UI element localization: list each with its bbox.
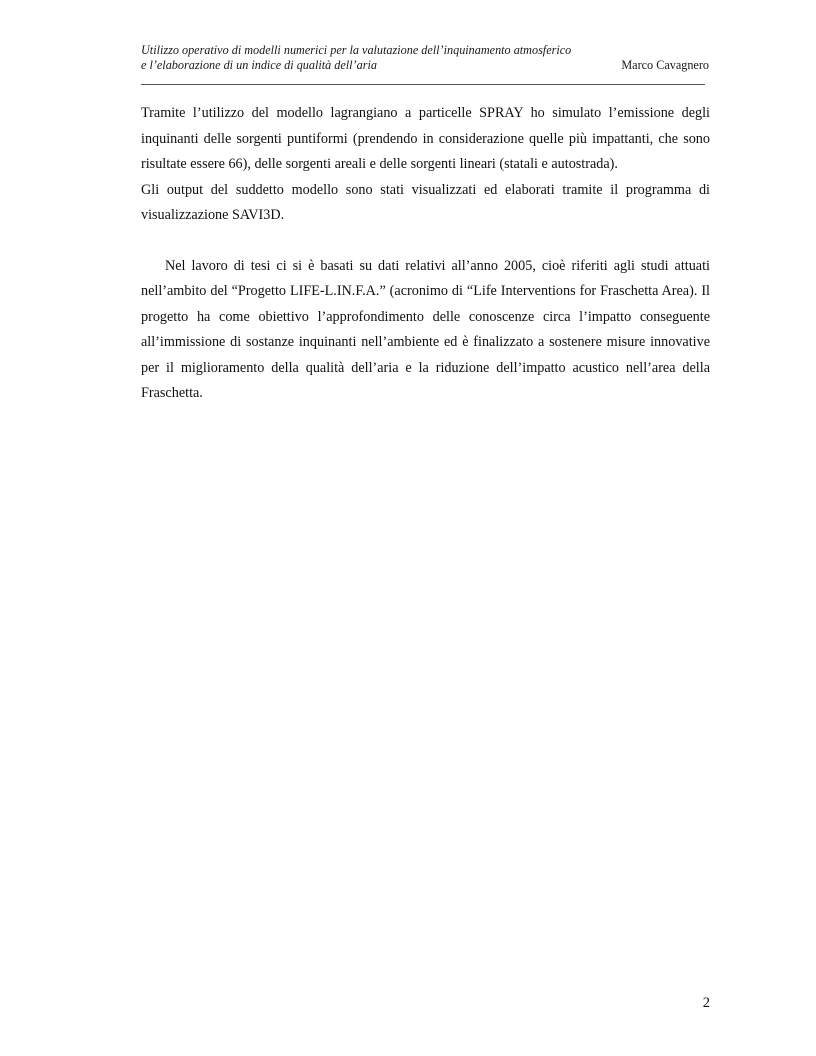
paragraph-spacer	[141, 229, 710, 254]
header-second-row	[141, 58, 711, 73]
paragraph-spray-simulation: Tramite l’utilizzo del modello lagrangiano a particelle SPRAY ho simulato l’emissione degli inquinanti delle sorgenti puntiformi (prendendo in considerazione quelle più impattanti, che sono risultate essere 66), delle sorgenti areali e delle sorgenti lineari (statali e autostrada).	[141, 105, 710, 172]
paragraph-life-linfa-project: Nel lavoro di tesi ci si è basati su dati relativi all’anno 2005, cioè riferiti agli studi attuati nell’ambito del “Progetto LIFE-L.IN.F.A.” (acronimo di “Life Interventions for Fraschetta Area). Il progetto ha come obiettivo l’approfondimento delle conoscenze circa l’impatto conseguente all’immissione di sostanze inquinanti nell’ambiente ed è finalizzato a sostenere misure innovative per il miglioramento della qualità dell’aria e la riduzione dell’impatto acustico nell’area della Fraschetta.	[141, 257, 710, 401]
running-header	[141, 43, 711, 73]
body-text	[141, 101, 710, 407]
paragraph-savi3d-output: Gli output del suddetto modello sono stati visualizzati ed elaborati tramite il programma di visualizzazione SAVI3D.	[141, 181, 710, 223]
header-title-line-2: e l’elaborazione di un indice di qualità dell’aria	[141, 58, 377, 72]
header-divider	[141, 84, 705, 85]
header-title-line-1: Utilizzo operativo di modelli numerici per la valutazione dell’inquinamento atmosferico	[141, 43, 572, 57]
header-author: Marco Cavagnero	[621, 58, 709, 72]
page-number: 2	[702, 995, 710, 1011]
